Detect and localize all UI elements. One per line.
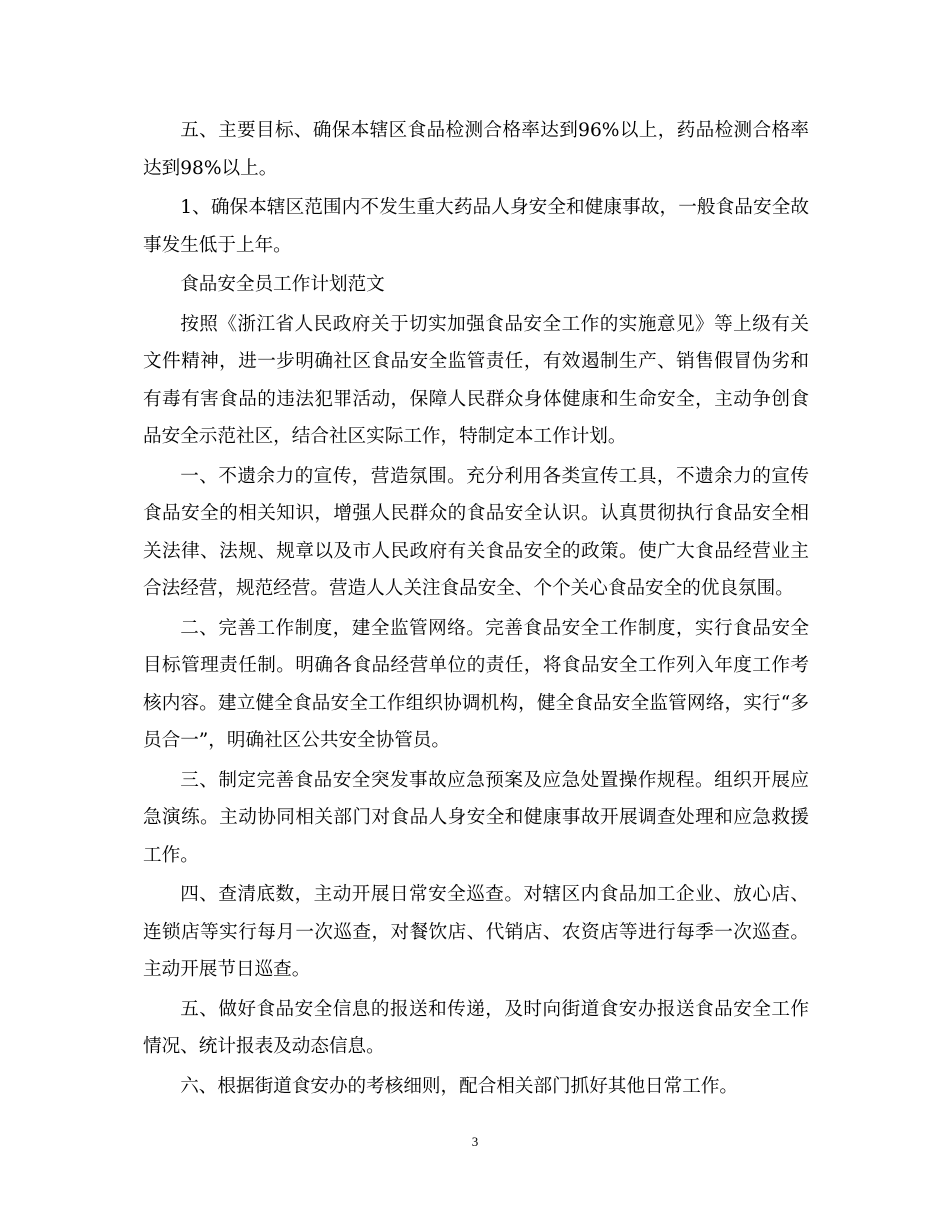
paragraph-item-1-publicity: 一、不遗余力的宣传，营造氛围。充分利用各类宣传工具，不遗余力的宣传食品安全的相关知识，增强人民群众的食品安全认识。认真贯彻执行食品安全相关法律、法规、规章以及市人民政府有关食品安全的政策。使广大食品经营业主合法经营，规范经营。营造人人关注食品安全、个个关心食品安全的优良氛围。 [143, 465, 809, 599]
paragraph-main-goal: 五、主要目标、确保本辖区食品检测合格率达到96%以上，药品检测合格率达到98%以上。 [143, 120, 809, 179]
paragraph-item-4-inspection: 四、查清底数，主动开展日常安全巡查。对辖区内食品加工企业、放心店、连锁店等实行每月一次巡查，对餐饮店、代销店、农资店等进行每季一次巡查。主动开展节日巡查。 [143, 884, 809, 980]
paragraph-item-5-reporting: 五、做好食品安全信息的报送和传递，及时向街道食安办报送食品安全工作情况、统计报表及动态信息。 [143, 998, 809, 1057]
section-heading: 食品安全员工作计划范文 [180, 274, 385, 295]
page-number: 3 [471, 1134, 479, 1149]
paragraph-intro: 按照《浙江省人民政府关于切实加强食品安全工作的实施意见》等上级有关文件精神，进一步明确社区食品安全监管责任，有效遏制生产、销售假冒伪劣和有毒有害食品的违法犯罪活动，保障人民群众身体健康和生命安全，主动争创食品安全示范社区，结合社区实际工作，特制定本工作计划。 [143, 313, 809, 447]
paragraph-item-3-emergency: 三、制定完善食品安全突发事故应急预案及应急处置操作规程。组织开展应急演练。主动协同相关部门对食品人身安全和健康事故开展调查处理和应急救援工作。 [143, 769, 809, 866]
paragraph-item-6-assessment: 六、根据街道食安办的考核细则，配合相关部门抓好其他日常工作。 [180, 1075, 739, 1097]
paragraph-goal-item-1: 1、确保本辖区范围内不发生重大药品人身安全和健康事故，一般食品安全故事发生低于上年。 [143, 197, 809, 256]
paragraph-item-2-system: 二、完善工作制度，建全监管网络。完善食品安全工作制度，实行食品安全目标管理责任制。明确各食品经营单位的责任，将食品安全工作列入年度工作考核内容。建立健全食品安全工作组织协调机构，健全食品安全监管网络，实行“多员合一”，明确社区公共安全协管员。 [143, 617, 809, 751]
document-body [143, 112, 809, 1107]
